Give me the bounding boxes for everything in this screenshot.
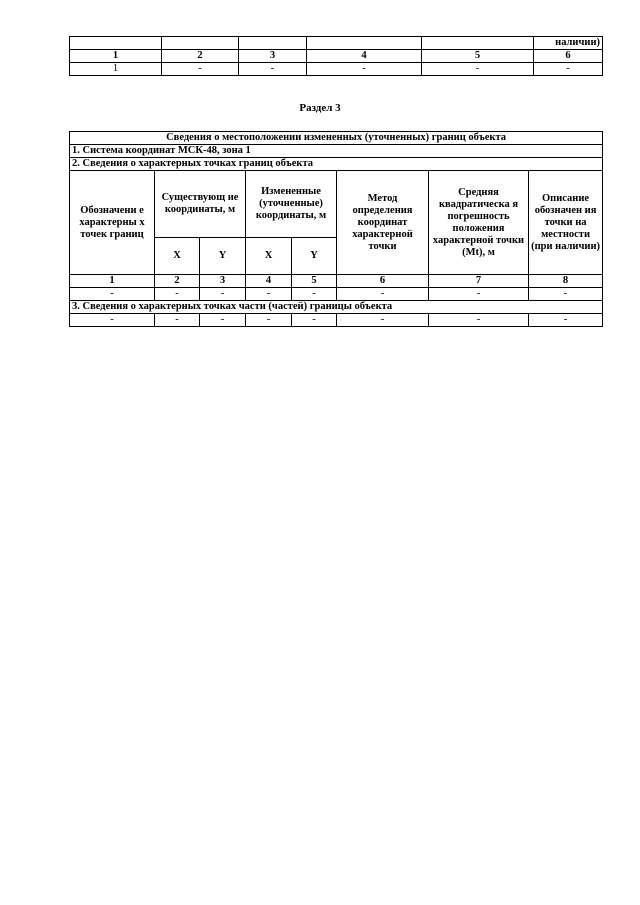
section-heading: Раздел 3 — [299, 102, 341, 114]
table-cell: - — [155, 314, 200, 327]
table-cell: - — [70, 314, 155, 327]
column-number: 4 — [246, 275, 292, 288]
column-number: 3 — [200, 275, 246, 288]
header-existing-coords: Существующ ие координаты, м — [155, 171, 246, 238]
column-number: 7 — [429, 275, 529, 288]
continued-cell: наличии) — [534, 37, 603, 50]
table-cell: - — [292, 288, 337, 301]
header-point-designation: Обозначени е характерны х точек границ — [70, 171, 155, 275]
header-x: X — [246, 238, 292, 275]
parts-heading-row: 3. Сведения о характерных точках части (частей) границы объекта — [70, 301, 603, 314]
column-number: 2 — [155, 275, 200, 288]
table-cell: - — [422, 63, 534, 76]
header-method: Метод определения координат характерной точки — [337, 171, 429, 275]
points-heading-row: 2. Сведения о характерных точках границ объекта — [70, 158, 603, 171]
column-number: 3 — [239, 50, 307, 63]
table-title: Сведения о местоположении измененных (уточненных) границ объекта — [70, 132, 603, 145]
table-cell: - — [337, 314, 429, 327]
table-cell: - — [162, 63, 239, 76]
table-cell: - — [246, 314, 292, 327]
coord-system-row: 1. Система координат МСК-48, зона 1 — [70, 145, 603, 158]
table-cell: - — [337, 288, 429, 301]
table-cell: - — [292, 314, 337, 327]
table-cell: - — [534, 63, 603, 76]
column-number: 1 — [70, 275, 155, 288]
column-number: 6 — [534, 50, 603, 63]
column-number: 6 — [337, 275, 429, 288]
table-cell: - — [200, 288, 246, 301]
column-number: 5 — [422, 50, 534, 63]
header-x: X — [155, 238, 200, 275]
table-cell: - — [307, 63, 422, 76]
table-cell: - — [200, 314, 246, 327]
continued-table — [69, 36, 603, 76]
table-cell: - — [239, 63, 307, 76]
table-cell: - — [529, 314, 603, 327]
header-changed-coords: Измененные (уточненные) координаты, м — [246, 171, 337, 238]
table-cell: - — [429, 288, 529, 301]
column-number: 8 — [529, 275, 603, 288]
table-cell: - — [246, 288, 292, 301]
table-cell: 1 — [70, 63, 162, 76]
header-description: Описание обозначен ия точки на местности (при наличии) — [529, 171, 603, 275]
table-cell: - — [155, 288, 200, 301]
column-number: 5 — [292, 275, 337, 288]
column-number: 2 — [162, 50, 239, 63]
header-y: Y — [200, 238, 246, 275]
table-cell: - — [529, 288, 603, 301]
column-number: 4 — [307, 50, 422, 63]
header-y: Y — [292, 238, 337, 275]
column-number: 1 — [70, 50, 162, 63]
table-cell: - — [70, 288, 155, 301]
boundary-table — [69, 131, 603, 327]
header-rmse: Средняя квадратическа я погрешность положения характерной точки (Mt), м — [429, 171, 529, 275]
table-cell: - — [429, 314, 529, 327]
